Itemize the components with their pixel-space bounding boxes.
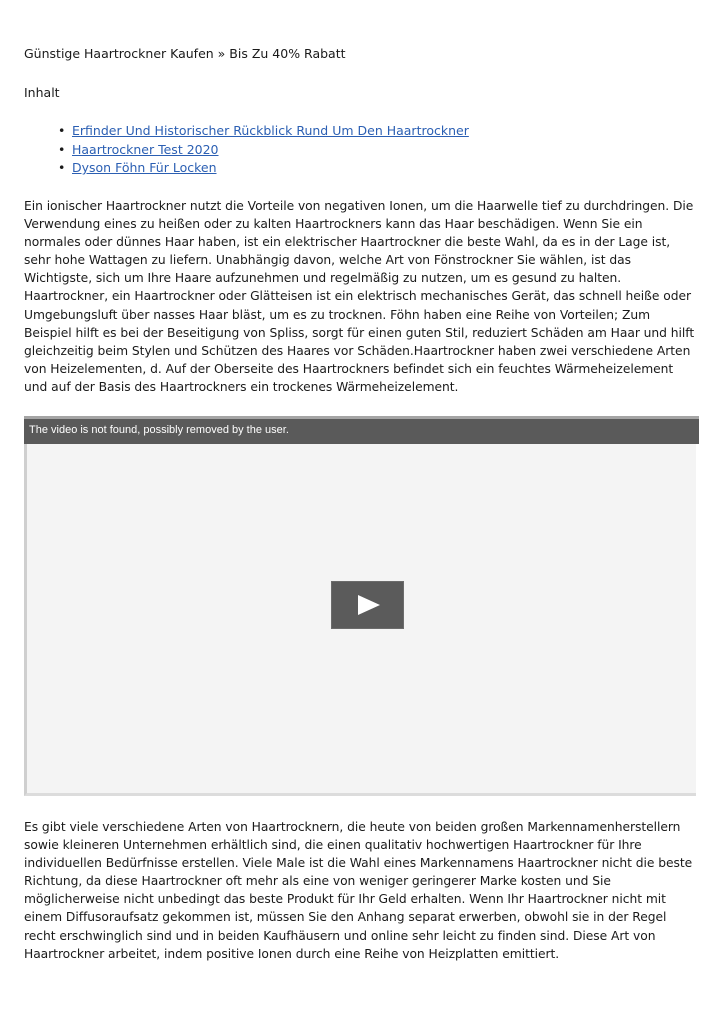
video-player[interactable]: [24, 416, 696, 796]
toc-item: [58, 141, 469, 160]
toc-link-dyson[interactable]: Dyson Föhn Für Locken: [72, 160, 217, 175]
toc-heading: Inhalt: [24, 85, 60, 100]
play-button[interactable]: [331, 581, 404, 629]
video-error-message: The video is not found, possibly removed by the user.: [29, 424, 289, 436]
article-paragraph-2: Es gibt viele verschiedene Arten von Haartrocknern, die heute von beiden großen Markennamenherstellern sowie kleineren Unternehmen erhältlich sind, die einen qualitativ hochwertigen Haartrockner für Ihre individuellen Bedürfnisse erstellen. Viele Male ist die Wahl eines Markennamens Haartrockner nicht die beste Richtung, da diese Haartrockner oft mehr als eine von weniger geringerer Marke kosten und Sie möglicherweise nicht unbedingt das beste Produkt für Ihr Geld erhalten. Wenn Ihr Haartrockner nicht mit einem Diffusoraufsatz gekommen ist, müssen Sie den Anhang separat erwerben, obwohl sie in der Regel recht erschwinglich sind und in beiden Kaufhäusern und online sehr leicht zu finden sind. Diese Art von Haartrockner arbeitet, indem positive Ionen durch eine Reihe von Heizplatten emittiert.: [24, 820, 693, 961]
toc-item: [58, 122, 469, 141]
table-of-contents: [58, 122, 469, 178]
toc-link-erfinder[interactable]: Erfinder Und Historischer Rückblick Rund Um Den Haartrockner: [72, 123, 469, 138]
article-paragraph-1: Ein ionischer Haartrockner nutzt die Vorteile von negativen Ionen, um die Haarwelle tief zu durchdringen. Die Verwendung eines zu heißen oder zu kalten Haartrockners kann das Haar beschädigen. Wenn Sie ein normales oder dünnes Haar haben, ist ein elektrischer Haartrockner die beste Wahl, da es in der Lage ist, sehr hohe Wattagen zu liefern. Unabhängig davon, welche Art von Fönstrockner Sie wählen, ist das Wichtigste, sich um Ihre Haare aufzunehmen und regelmäßig zu nutzen, um es gesund zu halten. Haartrockner, ein Haartrockner oder Glätteisen ist ein elektrisch mechanisches Gerät, das schnell heiße oder Umgebungsluft über nasses Haar bläst, um es zu trocknen. Föhn haben eine Reihe von Vorteilen; Zum Beispiel hilft es bei der Beseitigung von Spliss, sorgt für einen guten Stil, reduziert Schäden am Haar und hilft gleichzeitig beim Stylen und Schützen des Haares vor Schäden.Haartrockner haben zwei verschiedene Arten von Heizelementen, d. Auf der Oberseite des Haartrockners befindet sich ein feuchtes Wärmeheizelement und auf der Basis des Haartrockners ein trockenes Wärmeheizelement.: [24, 199, 695, 394]
video-error-bar: [24, 416, 699, 444]
page-title: Günstige Haartrockner Kaufen » Bis Zu 40% Rabatt: [24, 46, 346, 61]
play-icon: [356, 594, 382, 616]
toc-link-test-2020[interactable]: Haartrockner Test 2020: [72, 141, 219, 157]
toc-item: [58, 159, 469, 178]
